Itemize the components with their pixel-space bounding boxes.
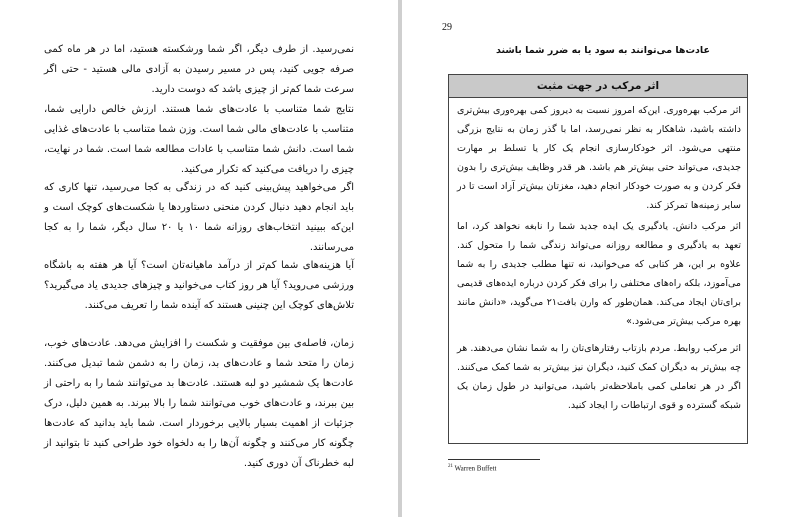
running-head: عادت‌ها می‌توانند به سود یا به ضرر شما باشند	[496, 45, 710, 56]
footnote	[448, 464, 497, 472]
right-page	[402, 0, 800, 517]
box-paragraph-2: اثر مرکب دانش. یادگیری یک ایده جدید شما را نابغه نخواهد کرد، اما تعهد به یادگیری و مطالعه روزانه می‌تواند زندگی شما را متحول کند. علاوه بر این، هر کتابی که می‌خوانید، نه تنها مطلب جدیدی را به شما می‌آموزد، بلکه راه‌های مختلفی را برای فکر کردن درباره ایده‌های قدیمی برای‌تان ایجاد می‌کند. همان‌طور که وارن بافت۲۱ می‌گوید، «دانش مانند بهره مرکب بیش‌تر می‌شود.»	[457, 221, 741, 327]
left-paragraph-4: آیا هزینه‌های شما کم‌تر از درآمد ماهیانه‌تان است؟ آیا هر هفته به باشگاه ورزشی می‌روید؟ آیا هر روز کتاب می‌خوانید و چیزهای جدیدی یاد می‌گیرید؟ تلاش‌های کوچک این چنینی هستند که آینده شما را تعریف می‌کنند.	[44, 260, 354, 311]
footnote-rule	[448, 459, 540, 460]
left-paragraph-2: نتایج شما متناسب با عادت‌های شما هستند. ارزش خالص دارایی شما، متناسب با عادت‌های مالی شما است. وزن شما متناسب با عادت‌های غذایی شما است. دانش شما متناسب با عادات مطالعه شما است. شما در نهایت، چیزی را دریافت می‌کنید که تکرار می‌کنید.	[44, 104, 354, 175]
box-paragraph-1: اثر مرکب بهره‌وری. این‌که امروز نسبت به دیروز کمی بهره‌وری بیش‌تری داشته باشید، شاهکار به نظر نمی‌رسد، اما با گذر زمان به نتایج بزرگی منتهی می‌شود. اثر خودکارسازی انجام یک کار یا تسلط بر مهارت جدیدی، می‌تواند حتی بیش‌تر هم باشد. هر قدر وظایف بیش‌تری را بدون فکر کردن و به صورت خودکار انجام دهید، مغزتان بیش‌تر آزاد است تا در سایر زمینه‌ها تمرکز کند.	[457, 105, 741, 211]
left-paragraph-1: نمی‌رسید. از طرف دیگر، اگر شما ورشکسته هستید، اما در هر ماه کمی صرفه جویی کنید، پس در مسیر رسیدن به آزادی مالی هستید - حتی اگر سرعت شما کم‌تر از چیزی باشد که دوست دارید.	[44, 44, 354, 95]
left-page	[0, 0, 398, 517]
footnote-number: 21	[448, 464, 453, 469]
footnote-text: Warren Buffett	[454, 464, 497, 473]
page-number: 29	[442, 22, 452, 33]
left-paragraph-5: زمان، فاصله‌ی بین موفقیت و شکست را افزایش می‌دهد. عادت‌های خوب، زمان را متحد شما و عادت‌های بد، زمان را به دشمن شما تبدیل می‌کنند. عادت‌ها یک شمشیر دو لبه هستند. عادت‌ها بد می‌توانند شما را به راحتی از بین ببرند، و عادت‌های خوب می‌توانند شما را بالا ببرند. به همین دلیل، درک جزئیات از اهمیت بسیار بالایی برخوردار است. شما باید بدانید که عادت‌ها چگونه کار می‌کنند و چگونه آن‌ها را به دلخواه خود طراحی کنید تا بتوانید از لبه خطرناک آن دوری کنید.	[44, 338, 354, 469]
box-paragraph-3: اثر مرکب روابط. مردم بازتاب رفتارهای‌تان را به شما نشان می‌دهند. هر چه بیش‌تر به دیگران کمک کنید، دیگران نیز بیش‌تر به شما کمک می‌کنند. اگر در هر تعاملی کمی باملاحظه‌تر باشید، می‌توانید در طول زمان یک شبکه گسترده و قوی ارتباطات را ایجاد کنید.	[457, 343, 741, 411]
sidebar-box	[448, 74, 748, 444]
box-title: اثر مرکب در جهت مثبت	[449, 75, 747, 98]
left-paragraph-3: اگر می‌خواهید پیش‌بینی کنید که در زندگی به کجا می‌رسید، تنها کاری که باید انجام دهید دنبال کردن منحنی دستاوردها یا شکست‌های کوچک است و این‌که ببینید انتخاب‌های روزانه شما ۱۰ یا ۲۰ سال دیگر، شما را به کجا می‌رسانند.	[44, 182, 354, 253]
